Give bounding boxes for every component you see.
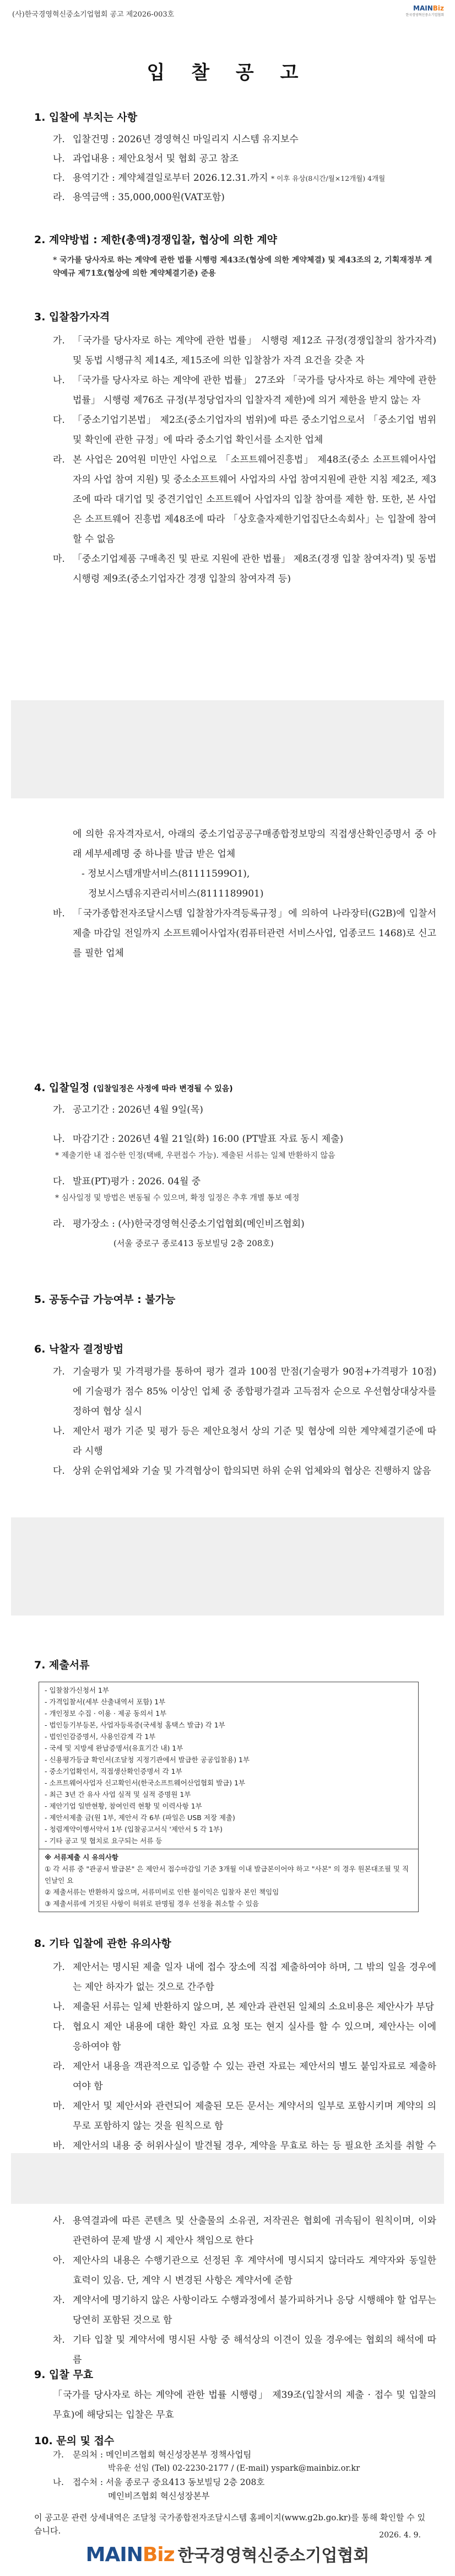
section-2-note: * 국가를 당사자로 하는 계약에 관한 법률 시행령 제43조(협상에 의한 계약체결) 및 제43조의 2, 기획재정부 계약예규 제71호(협상에 의한 계약체결기준) 준용 [53, 256, 432, 278]
doc-item: - 중소기업확인서, 직접생산확인증명서 각 1부 [45, 1765, 413, 1777]
section-8-body [53, 1957, 436, 2176]
s4-row: 나. 마감기간 : 2026년 4월 21일(화) 16:00 (PT발표 자료 동시 제출) [53, 1134, 344, 1145]
s10-row: 나. 접수처 : 서울 종로구 중요413 동보빌딩 2층 208호 [53, 2477, 265, 2487]
doc-item: - 소프트웨어사업자 신고확인서(한국소프트웨어산업협회 발급) 1부 [45, 1777, 413, 1789]
section-9-title: 9. 입찰 무효 [34, 2369, 94, 2381]
section-7-title: 7. 제출서류 [34, 1659, 90, 1671]
header-logo [405, 4, 444, 17]
s1-row: 가. 입찰건명 : 2026년 경영혁신 마일리지 시스템 유지보수 [53, 134, 299, 145]
mainbiz-logo: MAINBiz 한국경영혁신중소기업협회 [85, 2543, 370, 2566]
section-3-body-cont [53, 824, 436, 963]
s8-item: 다. 협요시 제안 내용에 대한 확인 자료 요청 또는 현지 실사를 할 수 있으며, 제안사는 이에 응하여야 함 [53, 2021, 436, 2052]
section-5-title: 5. 공동수급 가능여부 : 불가능 [34, 1294, 176, 1306]
s8-item: 마. 제안서 및 제안서와 관련되어 제출된 모든 문서는 계약서의 일부로 포함시키며 계약의 의무로 포함하지 않는 것을 원칙으로 함 [53, 2101, 436, 2132]
s4-row: 다. 발표(PT)평가 : 2026. 04월 중 [53, 1176, 201, 1187]
s6-item: 다. 상위 순위업체와 기술 및 가격협상이 합의되면 하위 순위 업체와의 협상은 진행하지 않음 [53, 1466, 431, 1477]
doc-item: - 청렴계약이행서약서 1부 (입찰공고서식 '제안서 5 각 1부) [45, 1823, 413, 1835]
s8-item: 나. 제출된 서류는 일체 반환하지 않으며, 본 제안과 관련된 일체의 소요비용은 제안사가 부담 [53, 2001, 435, 2012]
docs-cell [39, 1682, 419, 1849]
doc-item: - 국세 및 지방세 완납증명서(유효기간 내) 1부 [45, 1742, 413, 1754]
submission-table [39, 1682, 419, 1912]
s3-item: 정보시스템유지관리서비스(8111189901) [88, 888, 264, 899]
page-break-gap [11, 1517, 444, 1616]
doc-item: - 최근 3년 간 유사 사업 실적 및 실적 증명원 1부 [45, 1789, 413, 1800]
header-logo-mark: MAINBiz [413, 4, 444, 12]
page-title: 입 찰 공 고 [147, 62, 308, 84]
s8-item: 라. 제안서 내용을 객관적으로 입증할 수 있는 관련 자료는 제안서의 별도 붙임자료로 제출하여야 함 [53, 2061, 436, 2092]
section-3-title: 3. 입찰참가자격 [34, 311, 110, 323]
s3-item: 바. 「국가종합전자조달시스템 입찰참가자격등록규정」에 의하여 나라장터(G2B)에 입찰서제출 마감일 전일까지 소프트웨어사업자(컴퓨터관련 서비스사업, 업종코드 1468)로 신고를 필한 업체 [53, 908, 436, 959]
s8-item: 아. 제안사의 내용은 수행기관으로 선정된 후 계약서에 명시되지 않더라도 계약자와 동일한 효력이 있음. 단, 계약 시 변경된 사항은 계약서에 준함 [53, 2255, 436, 2286]
doc-item: - 법인등기부등본, 사업자등록증(국세청 홈택스 발급) 각 1부 [45, 1719, 413, 1731]
section-10-title: 10. 문의 및 접수 [34, 2435, 115, 2447]
s8-item: 차. 기타 입찰 및 계약서에 명시된 사항 중 해석상의 이견이 있을 경우에는 협회의 해석에 따름 [53, 2334, 436, 2365]
s6-item: 나. 제안서 평가 기준 및 평가 등은 제안요청서 상의 기준 및 협상에 의한 계약체결기준에 따라 시행 [53, 1426, 436, 1457]
section-10-body [53, 2448, 438, 2503]
caution-item: ① 각 서류 중 "관공서 발급본" 은 제안서 접수마감일 기준 3개월 이내 발급본이어야 하고 "사본" 의 경우 원본대조필 및 직인날인 요 [45, 1865, 409, 1885]
section-8-title: 8. 기타 입찰에 관한 유의사항 [34, 1938, 171, 1950]
doc-item: - 제안기업 일반현황, 참여인력 현황 및 이력사항 1부 [45, 1800, 413, 1812]
doc-item: - 제안서제출 금(원 1부, 제안서 각 6부 (파일은 USB 저장 제출) [45, 1812, 413, 1823]
doc-item: - 법인인감증명서, 사용인감계 각 1부 [45, 1731, 413, 1742]
page-break-gap [11, 2153, 444, 2204]
s10-row: 가. 문의처 : 메인비즈협회 혁신성장본부 정책사업팀 [53, 2450, 252, 2460]
doc-item: - 기타 공고 및 협치로 요구되는 서류 등 [45, 1835, 413, 1847]
notice-date: 2026. 4. 9. [379, 2531, 421, 2540]
caution-item: ③ 제출서류에 거짓된 사항이 허위로 판명될 경우 선정을 취소할 수 있음 [45, 1899, 259, 1908]
s4-place-addr: (서울 중로구 종로413 동보빌딩 2층 208호) [113, 1238, 274, 1248]
section-6-title: 6. 낙찰자 결정방법 [34, 1343, 124, 1355]
header-logo-sub: 한국경영혁신중소기업협회 [405, 13, 444, 17]
doc-item: - 입찰참가신청서 1부 [45, 1684, 413, 1696]
s3-item: 가. 「국가를 당사자로 하는 계약에 관한 법률」 시행령 제12조 규정(경쟁입찰의 참가자격) 및 동법 시행규칙 제14조, 제15조에 의한 입찰참가 자격 요건을 갖춘 자 [53, 335, 436, 366]
caution-cell [39, 1849, 419, 1912]
doc-item: - 신용평가등급 확인서(조달청 지정기관에서 발급한 공공입찰용) 1부 [45, 1754, 413, 1765]
s4-deadline-note: * 제출기한 내 접수한 인정(택배, 우편접수 가능). 제출된 서류는 일체 반환하지 않음 [55, 1151, 335, 1160]
footer-logo [0, 2542, 455, 2566]
notice-number: (사)한국경영혁신중소기업협회 공고 제2026-003호 [12, 10, 175, 19]
section-2-title: 2. 계약방법 : 제한(총액)경쟁입찰, 협상에 의한 계약 [34, 234, 278, 246]
section-4-title: 4. 입찰일정 (입찰일정은 사정에 따라 변경될 수 있음) [34, 1082, 233, 1094]
section-9-text: 「국가를 당사자로 하는 계약에 관한 법률 시행령」 제39조(입찰서의 제출 · 접수 및 입찰의 무효)에 해당되는 입찰은 무효 [53, 2390, 436, 2421]
closing-text: 이 공고문 관련 상세내역은 조달청 국가종합전자조달시스템 홈페이지(www.g2b.go.kr)를 통해 확인할 수 있습니다. [34, 2513, 425, 2536]
caution-title: ※ 서류제출 시 유의사항 [45, 1853, 118, 1861]
section-1-title: 1. 입찰에 부치는 사항 [34, 111, 138, 124]
section-6-body [53, 1362, 436, 1481]
s1-row: 다. 용역기간 : 계약체결일로부터 2026.12.31.까지 * 이후 유상(8시간/월×12개월) 4개월 [53, 173, 386, 184]
s10-contact: 박유운 선임 (Tel) 02-2230-2177 / (E-mail) yspark@mainbiz.or.kr [108, 2464, 360, 2473]
s4-pt-note: * 심사일정 및 방법은 변동될 수 있으며, 확정 일정은 추후 개별 통보 예정 [55, 1194, 300, 1203]
section-1-body [53, 130, 438, 207]
s8-item: 가. 제안서는 명시된 제출 일자 내에 접수 장소에 직접 제출하여야 하며, 그 밖의 일을 경우에는 제안 하자가 없는 것으로 간주함 [53, 1962, 436, 1993]
s4-row: 라. 평가장소 : (사)한국경영혁신중소기업협회(메인비즈협회) [53, 1219, 305, 1230]
s3-item: 에 의한 유자격자로서, 아래의 중소기업공공구매종합정보망의 직접생산확인증명서 중 아래 세부세례명 중 하나를 발급 받은 업체 [73, 829, 436, 860]
s3-item: 다. 「중소기업기본법」 제2조(중소기업자의 범위)에 따른 중소기업으로서 「중소기업 범위 및 확인에 관한 규정」에 따라 중소기업 확인서를 소지한 업체 [53, 415, 436, 446]
caution-item: ② 제출서류는 반환하지 않으며, 서류미비로 인한 불이익은 입찰자 본인 책임임 [45, 1888, 279, 1896]
s10-receiver: 메인비즈협회 혁신성장본부 [108, 2491, 210, 2501]
s3-item: 나. 「국가를 당사자로 하는 계약에 관한 법률」 27조와 「국가를 당사자로 하는 계약에 관한 법률」 시행령 제76조 규정(부정당업자의 입찰자격 제한)에 의거 제한을 받지 않는 자 [53, 375, 436, 406]
s4-row: 가. 공고기간 : 2026년 4월 9일(목) [53, 1104, 203, 1115]
doc-item: - 가격입찰서(세부 산출내역서 포함) 1부 [45, 1696, 413, 1708]
section-4-body [53, 1101, 438, 1253]
s1-row: 라. 용역금액 : 35,000,000원(VAT포함) [53, 192, 225, 203]
s8-item: 사. 용역결과에 따른 콘텐츠 및 산출물의 소유권, 저작권은 협회에 귀속됨이 원칙이며, 이와 관련하여 문제 발생 시 제안사 책임으로 한다 [53, 2215, 436, 2246]
s3-item: - 정보시스템개발서비스(81111599O1), [82, 868, 250, 879]
s3-item: 마. 「중소기업제품 구매촉진 및 판로 지원에 관한 법률」 제8조(경쟁 입찰 참여자격) 및 동법 시행령 제9조(중소기업자간 경쟁 입찰의 참여자격 등) [53, 554, 436, 584]
s6-item: 가. 기술평가 및 가격평가를 통하여 평가 결과 100점 만점(기술평가 90점+가격평가 10점)에 기술평가 점수 85% 이상인 업체 중 종합평가결과 고득점자 순으로 우선협상대상자를 정하여 협상 실시 [53, 1366, 436, 1417]
doc-item: - 개인정보 수집 · 이용 · 제공 동의서 1부 [45, 1708, 413, 1719]
s8-item: 바. 제안서의 내용 중 허위사실이 발견될 경우, 계약을 무효로 하는 등 필요한 조치를 취할 수 [53, 2140, 436, 2151]
section-3-body [53, 331, 436, 589]
s3-item: 라. 본 사업은 20억원 미만인 사업으로 「소프트웨어진흥법」 제48조(중소 소프트웨어사업자의 사업 참여 지원) 및 중소소프트웨어 사업자의 사업 참여지원에 관한 지침 제2조, 제3조에 따라 대기업 및 중견기업인 소프트웨어 사업자의 입찰 참여를 제한 함. 또한, 본 사업은 소프트웨어 진흥법 제48조에 따라 「상호출자제한기업집단소속회사」는 입찰에 참여할 수 없음 [53, 454, 436, 545]
s1-row: 나. 과업내용 : 제안요청서 및 협회 공고 참조 [53, 153, 239, 164]
section-8-body-cont [53, 2211, 436, 2370]
s8-item: 자. 계약서에 명기하지 않은 사항이라도 수행과정에서 불가피하거나 응당 시행해야 할 업무는 당연히 포함된 것으로 함 [53, 2295, 436, 2326]
page-break-gap [11, 700, 444, 798]
